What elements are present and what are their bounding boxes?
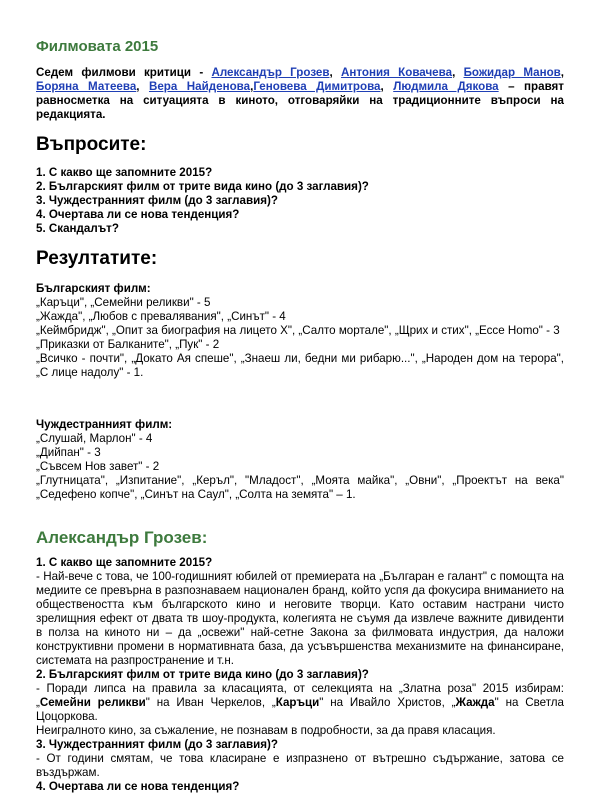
page-title: Филмовата 2015 xyxy=(36,38,159,55)
bulgarian-film-label: Българският филм: xyxy=(36,282,151,295)
foreign-result-line: „Слушай, Марлон" - 4 xyxy=(36,432,153,445)
foreign-result-line: „Глутницата", „Изпитание", „Керъл", "Младост", „Моята майка", „Овни", „Проектът на века" „Седефено копче", „Синът на Саул", „Солта на земята" – 1. xyxy=(36,474,564,501)
critic-question: 1. С какво ще запомните 2015? xyxy=(36,556,213,569)
critic-question: 2. Българският филм от трите вида кино (до 3 заглавия)? xyxy=(36,668,369,681)
critic-link[interactable]: Александър Грозев xyxy=(211,66,330,79)
question-item: 3. Чуждестранният филм (до 3 заглавия)? xyxy=(36,194,278,207)
critic-link[interactable]: Вера Найденова xyxy=(148,80,251,93)
bulgarian-result-line: „Жажда", „Любов с превалявания", „Синът" - 4 xyxy=(36,310,286,323)
spacer xyxy=(36,380,564,406)
results-heading: Резултатите: xyxy=(36,248,158,269)
critic-link[interactable]: Боряна Матеева xyxy=(36,80,137,93)
critic-question: 3. Чуждестранният филм (до 3 заглавия)? xyxy=(36,738,278,751)
critic-question: 4. Очертава ли се нова тенденция? xyxy=(36,780,240,793)
critic-link[interactable]: Людмила Дякова xyxy=(393,80,499,93)
bulgarian-result-line: „Всичко - почти", „Докато Ая спеше", „Знаеш ли, бедни ми рибарю...", „Народен дом на терора", „С лице надолу" - 1. xyxy=(36,352,564,379)
critic-heading: Александър Грозев: xyxy=(36,528,208,547)
intro-paragraph: Седем филмови критици - Александър Грозев, Антония Ковачева, Божидар Манов, Боряна Матеева, Вера Найденова,Геновева Димитрова, Людмила Дякова – правят равносметка на ситуацията в киното, отговаряйки на традиционните въпроси на редакцията. xyxy=(36,66,565,121)
critic-answer: - От години смятам, че това класиране е изпразнено от вътрешно съдържание, затова се въздържам. xyxy=(36,752,564,779)
intro-suffix: – правят равносметка на ситуацията в киното, отговаряйки на традиционните въпроси на редакцията. xyxy=(36,80,564,121)
answer-text: " на Светла Цоцоркова. xyxy=(36,696,565,723)
bulgarian-result-line: „Приказки от Балканите", „Пук" - 2 xyxy=(36,338,220,351)
question-item: 2. Българският филм от трите вида кино (до 3 заглавия)? xyxy=(36,180,369,193)
film-title: Жажда xyxy=(455,696,495,709)
question-item: 5. Скандалът? xyxy=(36,222,119,235)
critic-answer xyxy=(36,682,564,724)
foreign-film-label: Чуждестранният филм: xyxy=(36,418,173,431)
bulgarian-result-line: „Каръци", „Семейни реликви" - 5 xyxy=(36,296,211,309)
film-title: Семейни реликви xyxy=(39,696,146,709)
bulgarian-result-line: „Кеймбридж", „Опит за биография на лицето Х", „Салто мортале", „Щрих и стих", „Ессе Homo" - 3 xyxy=(36,324,560,337)
question-item: 1. С какво ще запомните 2015? xyxy=(36,166,213,179)
question-item: 4. Очертава ли се нова тенденция? xyxy=(36,208,240,221)
foreign-result-line: „Дийпан" - 3 xyxy=(36,446,101,459)
questions-heading: Въпросите: xyxy=(36,134,147,155)
critic-answer: Неигралното кино, за съжаление, не познавам в подробности, за да правя класация. xyxy=(36,724,496,737)
critic-link[interactable]: Геновева Димитрова xyxy=(253,80,381,93)
critic-link[interactable]: Божидар Манов xyxy=(463,66,561,79)
answer-text: " на Иван Черкелов, „ xyxy=(145,696,276,709)
document-page xyxy=(36,0,564,794)
film-title: Каръци xyxy=(275,696,320,709)
answer-text: - Поради липса на правила за класацията, от селекцията на „Златна роза" 2015 избирам: „ xyxy=(36,682,564,709)
intro-prefix: Седем филмови критици - xyxy=(36,66,212,79)
critic-answer: - Най-вече с това, че 100-годишният юбилей от премиерата на „Българан е галант" с помощта на медиите се превърна в разпознаваем национален бранд, който успя да фокусира вниманието на обществеността към българското кино и неговите творци. Като оставим настрани чисто зрелищния ефект от двата тв шоу-продукта, колегията не съумя да извлече важните дивиденти в полза на киното ни – да „освежи" най-сетне Закона за филмовата индустрия, да наложи конструктивни промени в нормативната база, да усъвършенства механизмите на финансиране, системата на разпространение и т.н. xyxy=(36,570,564,667)
foreign-result-line: „Съвсем Нов завет" - 2 xyxy=(36,460,160,473)
critic-link[interactable]: Антония Ковачева xyxy=(341,66,453,79)
answer-text: " на Ивайло Христов, „ xyxy=(319,696,456,709)
questions-list xyxy=(36,166,564,236)
